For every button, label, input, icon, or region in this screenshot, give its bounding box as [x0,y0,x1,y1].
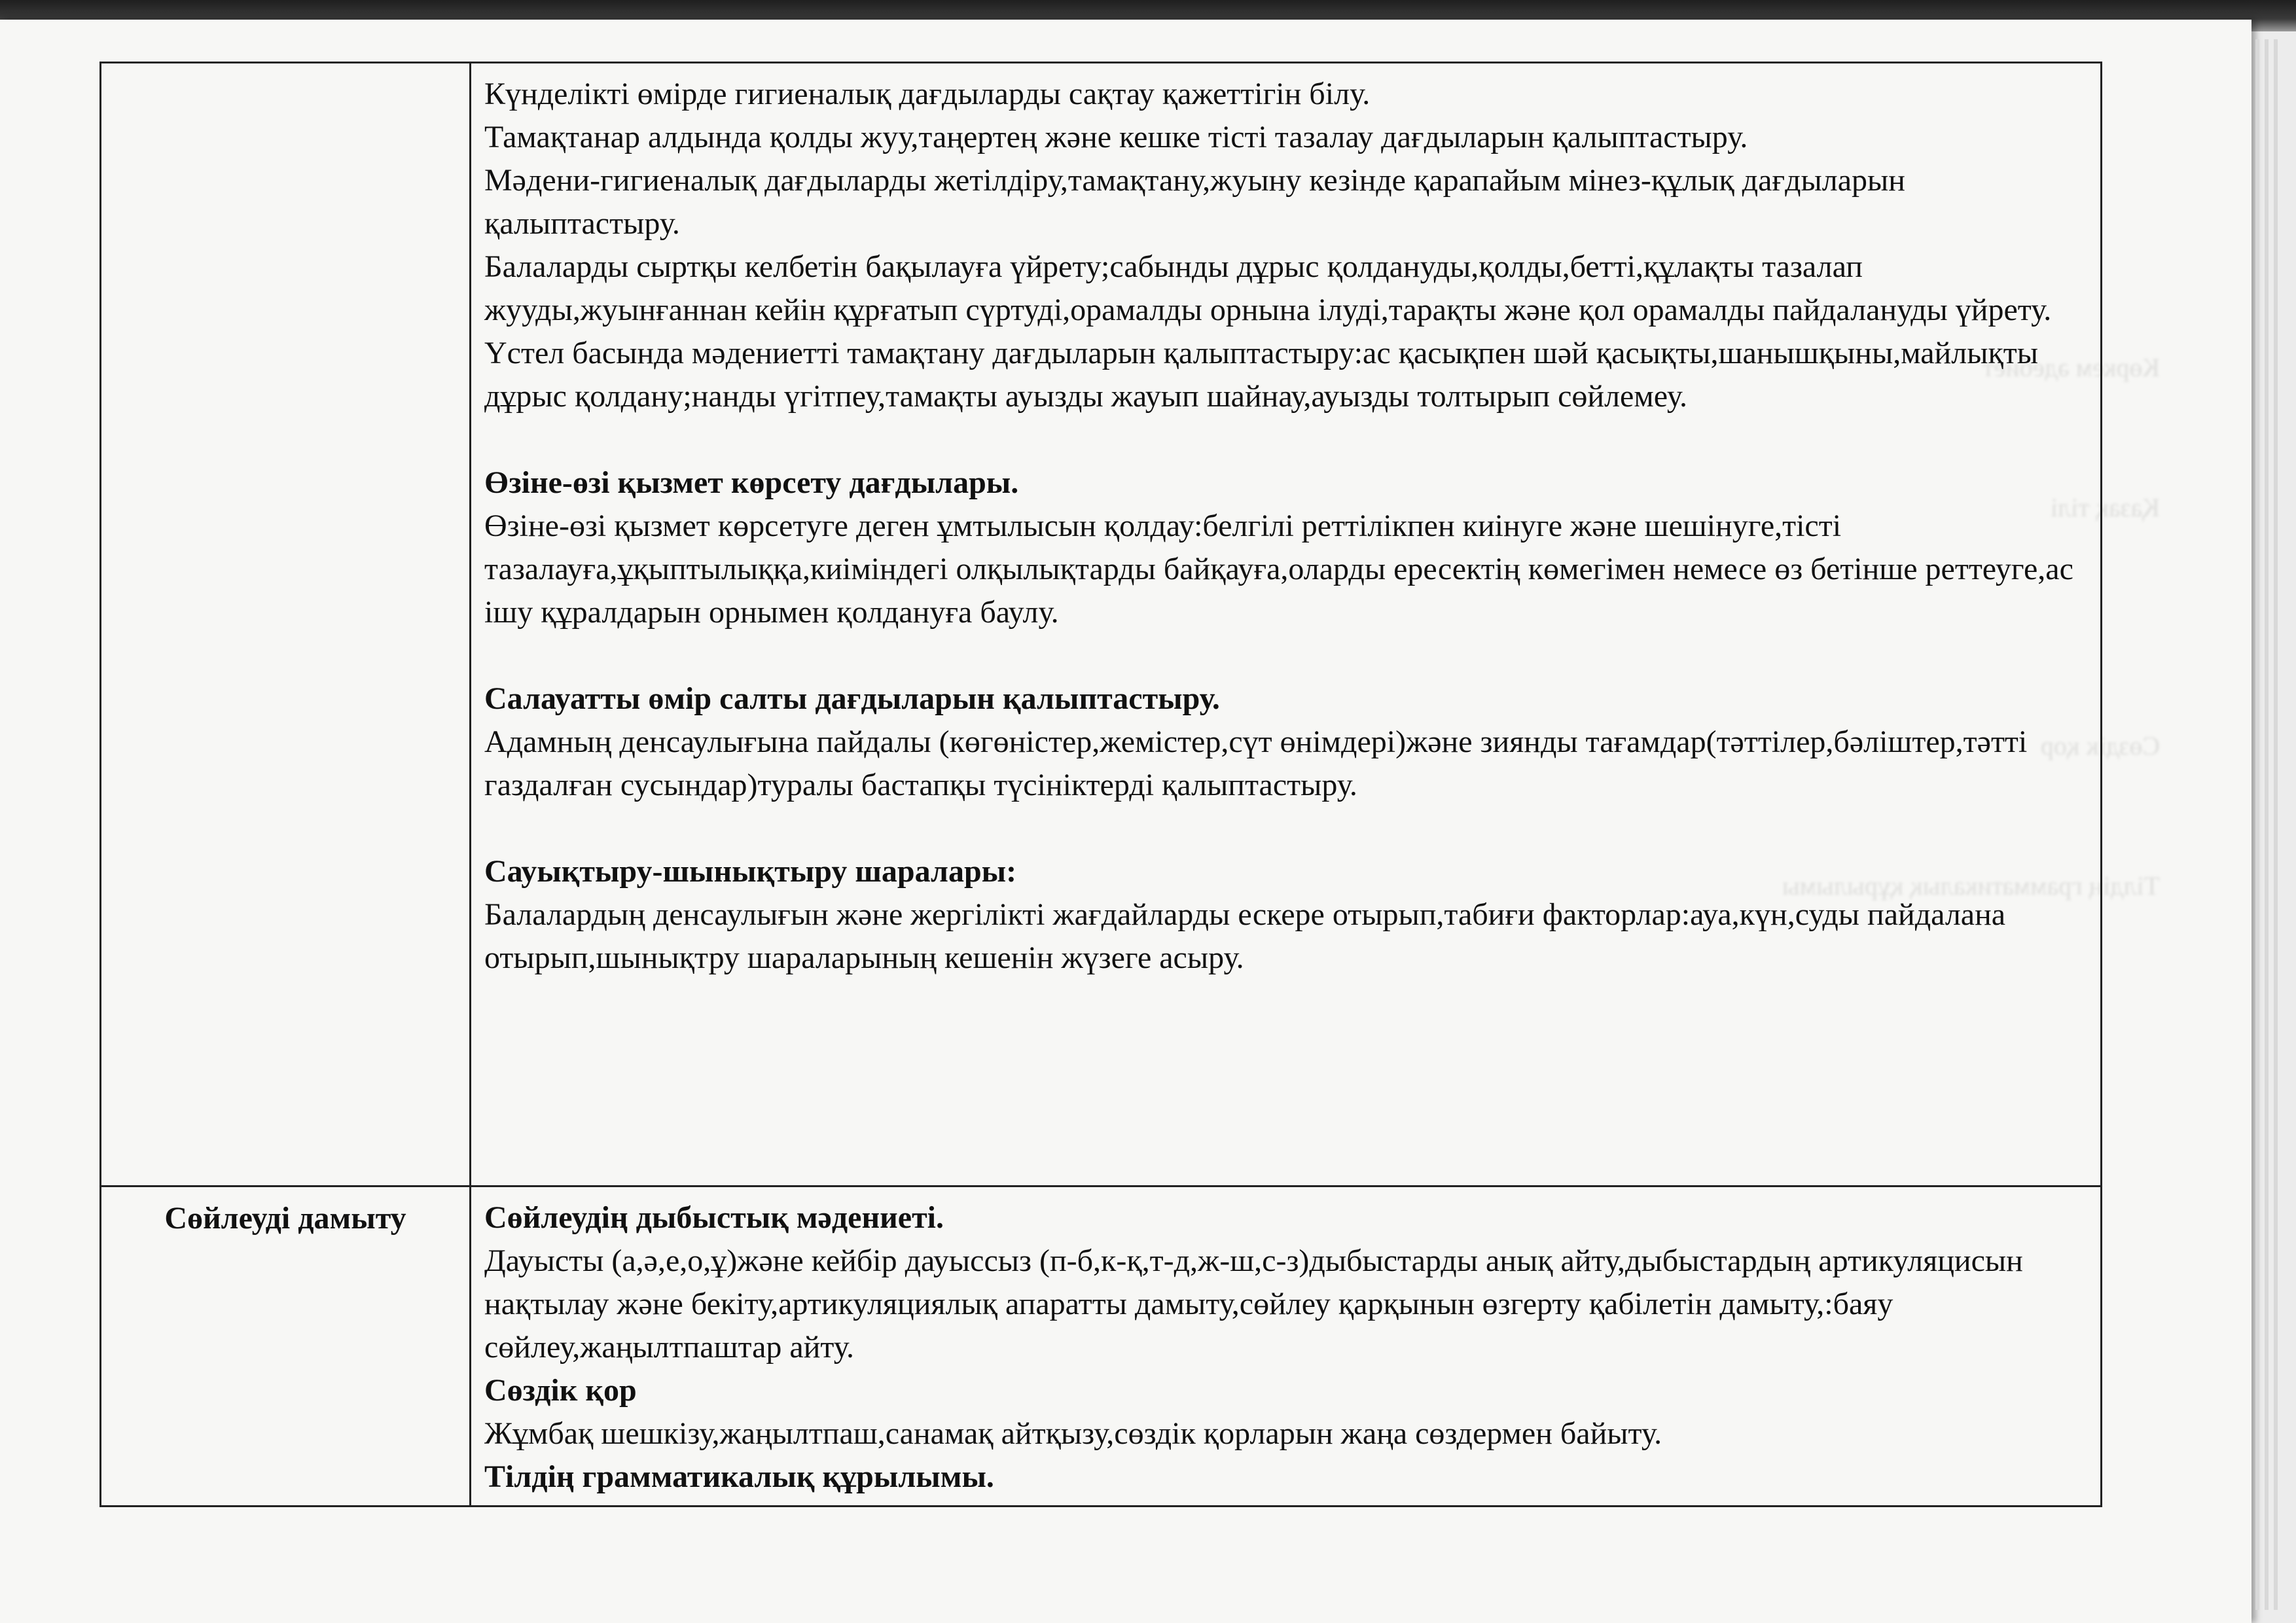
paragraph: Үстел басында мәдениетті тамақтану дағдыларын қалыптастыру:ас қасықпен шәй қасықты,шанышқыны,майлықты дұрыс қолдану;нанды үгітпеу,тамақты ауызды жауып шайнау,ауызды толтырып сөйлемеу. [484,336,2038,414]
section-heading-hardening: Сауықтыру-шынықтыру шаралары: [484,854,1017,889]
paragraph: Мәдени-гигиеналық дағдыларды жетілдіру,тамақтану,жуыну кезінде қарапайым мінез-құлық дағдыларын қалыптастыру. [484,163,1905,241]
section-heading-grammar: Тілдің грамматикалық құрылымы. [484,1459,994,1494]
paragraph: Күнделікті өмірде гигиеналық дағдыларды сақтау қажеттігін білу. [484,77,1371,111]
bleed-through-text: Көркем әдебиет Қазақ тілі Сөздік қор Тілдің грамматикалық құрылымы [1782,353,2160,901]
content-cell-speech [471,1186,2102,1507]
subject-cell-speech: Сөйлеуді дамыту [101,1186,471,1507]
paragraph: Жұмбақ шешкізу,жаңылтпаш,санамақ айтқызу,сөздік қорларын жаңа сөздермен байыту. [484,1416,1662,1451]
section-heading-sound-culture: Сөйлеудің дыбыстық мәдениеті. [484,1200,944,1235]
paragraph: Балалардың денсаулығын және жергілікті жағдайларды ескере отырып,табиғи факторлар:ауа,күн,суды пайдалана отырып,шынықтру шараларының кешенін жүзеге асыру. [484,897,2006,975]
paragraph: Өзіне-өзі қызмет көрсетуге деген ұмтылысын қолдау:белгілі реттілікпен киінуге және шешінуге,тісті тазалауға,ұқыптылыққа,киіміндегі олқылықтарды байқауға,оларды ересектің көмегімен немесе өз бетінше реттеуге,ас ішу құралдарын орнымен қолдануға баулу. [484,508,2073,630]
paragraph: Балаларды сыртқы келбетін бақылауға үйрету;сабынды дұрыс қолдануды,қолды,бетті,құлақты тазалап жууды,жуынғаннан кейін құрғатып сүртуді,орамалды орнына ілуді,тарақты және қол орамалды пайдалануды үйрету. [484,249,2052,327]
subject-cell-empty [101,63,471,1186]
paragraph: Адамның денсаулығына пайдалы (көгөністер,жемістер,сүт өнімдері)және зиянды тағамдар(тәттілер,бәліштер,тәтті газдалған сусындар)туралы бастапқы түсініктерді қалыптастыру. [484,724,2028,802]
paragraph: Тамақтанар алдында қолды жуу,таңертең және кешке тісті тазалау дағдыларын қалыптастыру. [484,120,1748,154]
page-edge [2255,39,2259,1610]
section-heading-self-service: Өзіне-өзі қызмет көрсету дағдылары. [484,465,1019,500]
page-edge [2265,39,2269,1610]
plan-table [99,62,2102,1507]
page-edge [2274,39,2278,1610]
table-row-speech [101,1186,2102,1507]
paragraph: Дауысты (а,ә,е,о,ұ)және кейбір дауыссыз (п-б,к-қ,т-д,ж-ш,с-з)дыбыстарды анық айту,дыбыстардың артикуляцисын нақтылау және бекіту,артикуляциялық апаратты дамыту,сөйлеу қарқынын өзгерту қабілетін дамыту,:баяу сөйлеу,жаңылтпаштар айту. [484,1243,2023,1364]
table-row-hygiene [101,63,2102,1186]
section-heading-vocabulary: Сөздік қор [484,1373,637,1408]
content-cell-hygiene [471,63,2102,1186]
document-page [0,20,2251,1623]
section-heading-healthy-lifestyle: Салауатты өмір салты дағдыларын қалыптастыру. [484,681,1220,716]
